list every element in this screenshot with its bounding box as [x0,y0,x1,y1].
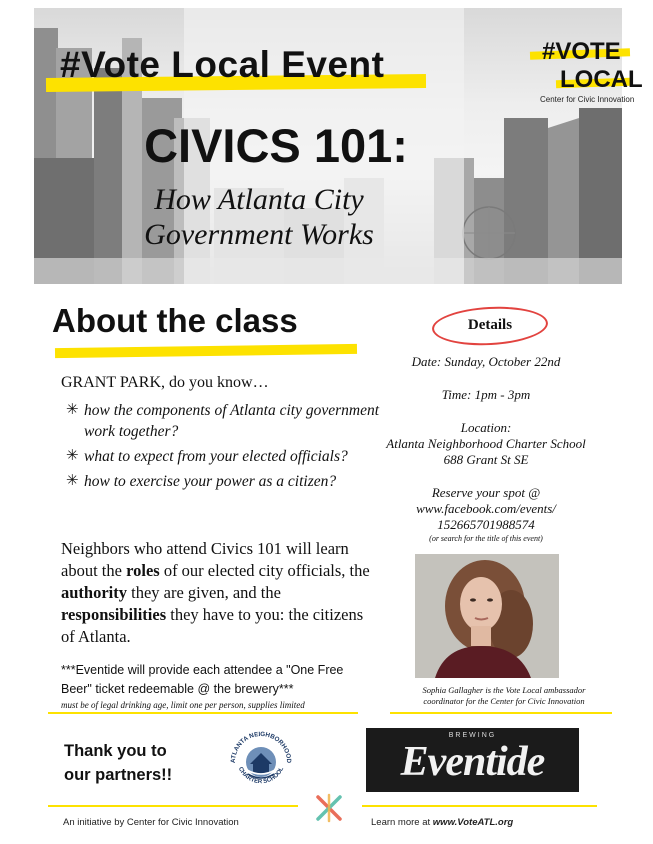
neighbors-text: they have to you: the citizens of Atlanta. [61,605,364,646]
event-date: Date: Sunday, October 22nd [411,354,561,369]
reserve-url[interactable]: www.facebook.com/events/ [416,501,556,516]
yellow-divider [48,712,358,714]
caption-line-1: Sophia Gallagher is the Vote Local ambassador [422,685,586,695]
ambassador-photo [415,554,559,678]
neighbors-text: of our elected city officials, the [159,561,370,580]
question-text: how to exercise your power as a citizen? [84,473,337,490]
list-item [66,446,386,467]
authority-keyword: authority [61,583,127,602]
eventide-brewing-label: BREWING [448,732,497,739]
logo-text-top: ATLANTA NEIGHBORHOOD [229,730,293,764]
asterisk-bullet-icon: ✳ [66,448,79,464]
beer-fine-print: must be of legal drinking age, limit one per person, supplies limited [61,700,305,710]
neighbors-text: they are given, and the [127,583,281,602]
caption-line-2: coordinator for the Center for Civic Innovation [423,696,585,706]
asterisk-bullet-icon: ✳ [66,473,79,489]
subtitle [94,182,424,252]
center-for-civic-innovation-icon [312,791,346,825]
intro-text: GRANT PARK, do you know… [61,374,269,391]
question-text: what to expect from your elected officials? [84,448,348,465]
beer-note: ***Eventide will provide each attendee a "One Free Beer" ticket redeemable @ the brewery*** [61,663,344,696]
yellow-divider [48,805,298,807]
location-label: Location: [460,420,512,435]
about-heading-highlight [55,344,357,358]
eventide-name: Eventide [400,739,545,785]
roles-keyword: roles [126,561,160,580]
list-item [66,400,386,442]
reserve-note: (or search for the title of this event) [429,534,543,543]
location-address: 688 Grant St SE [443,452,529,467]
voteatl-link[interactable]: www.VoteATL.org [432,817,514,828]
charter-school-logo [226,726,296,796]
thanks-line-2: our partners!! [64,766,173,784]
yellow-divider [362,805,597,807]
responsibilities-keyword: responsibilities [61,605,167,624]
event-time: Time: 1pm - 3pm [441,387,531,402]
header-banner [34,8,643,284]
logo-line-2: LOCAL [560,66,643,93]
details-heading: Details [467,317,513,333]
yellow-divider [390,712,612,714]
footer-initiative: An initiative by Center for Civic Innovation [63,817,239,828]
asterisk-bullet-icon: ✳ [66,402,79,418]
neighbors-text: Neighbors who attend Civics 101 will learn about the [61,539,349,580]
photo-caption [389,685,619,707]
list-item [66,471,386,492]
main-title: CIVICS 101: [144,119,408,172]
subtitle-line-1: How Atlanta City [154,183,364,216]
about-heading: About the class [52,302,298,339]
question-list [66,400,386,496]
vote-local-logo [534,38,643,110]
subtitle-line-2: Government Works [144,218,374,251]
footer-learn-more [371,817,513,828]
location-name: Atlanta Neighborhood Charter School [386,436,586,451]
event-tag: #Vote Local Event [60,44,385,85]
eventide-brewing-logo [366,728,579,792]
logo-line-1: #VOTE [542,38,621,65]
thanks-text [64,739,204,787]
question-text: how the components of Atlanta city government work together? [84,402,380,440]
logo-text-bottom: CHARTER SCHOOL [236,766,286,786]
thanks-line-1: Thank you to [64,742,167,760]
reserve-event-id[interactable]: 152665701988574 [437,517,535,532]
logo-subtitle: Center for Civic Innovation [540,95,635,104]
reserve-label: Reserve your spot @ [431,485,541,500]
neighbors-paragraph [61,538,381,648]
footer-learn-more-text: Learn more at [371,817,433,828]
